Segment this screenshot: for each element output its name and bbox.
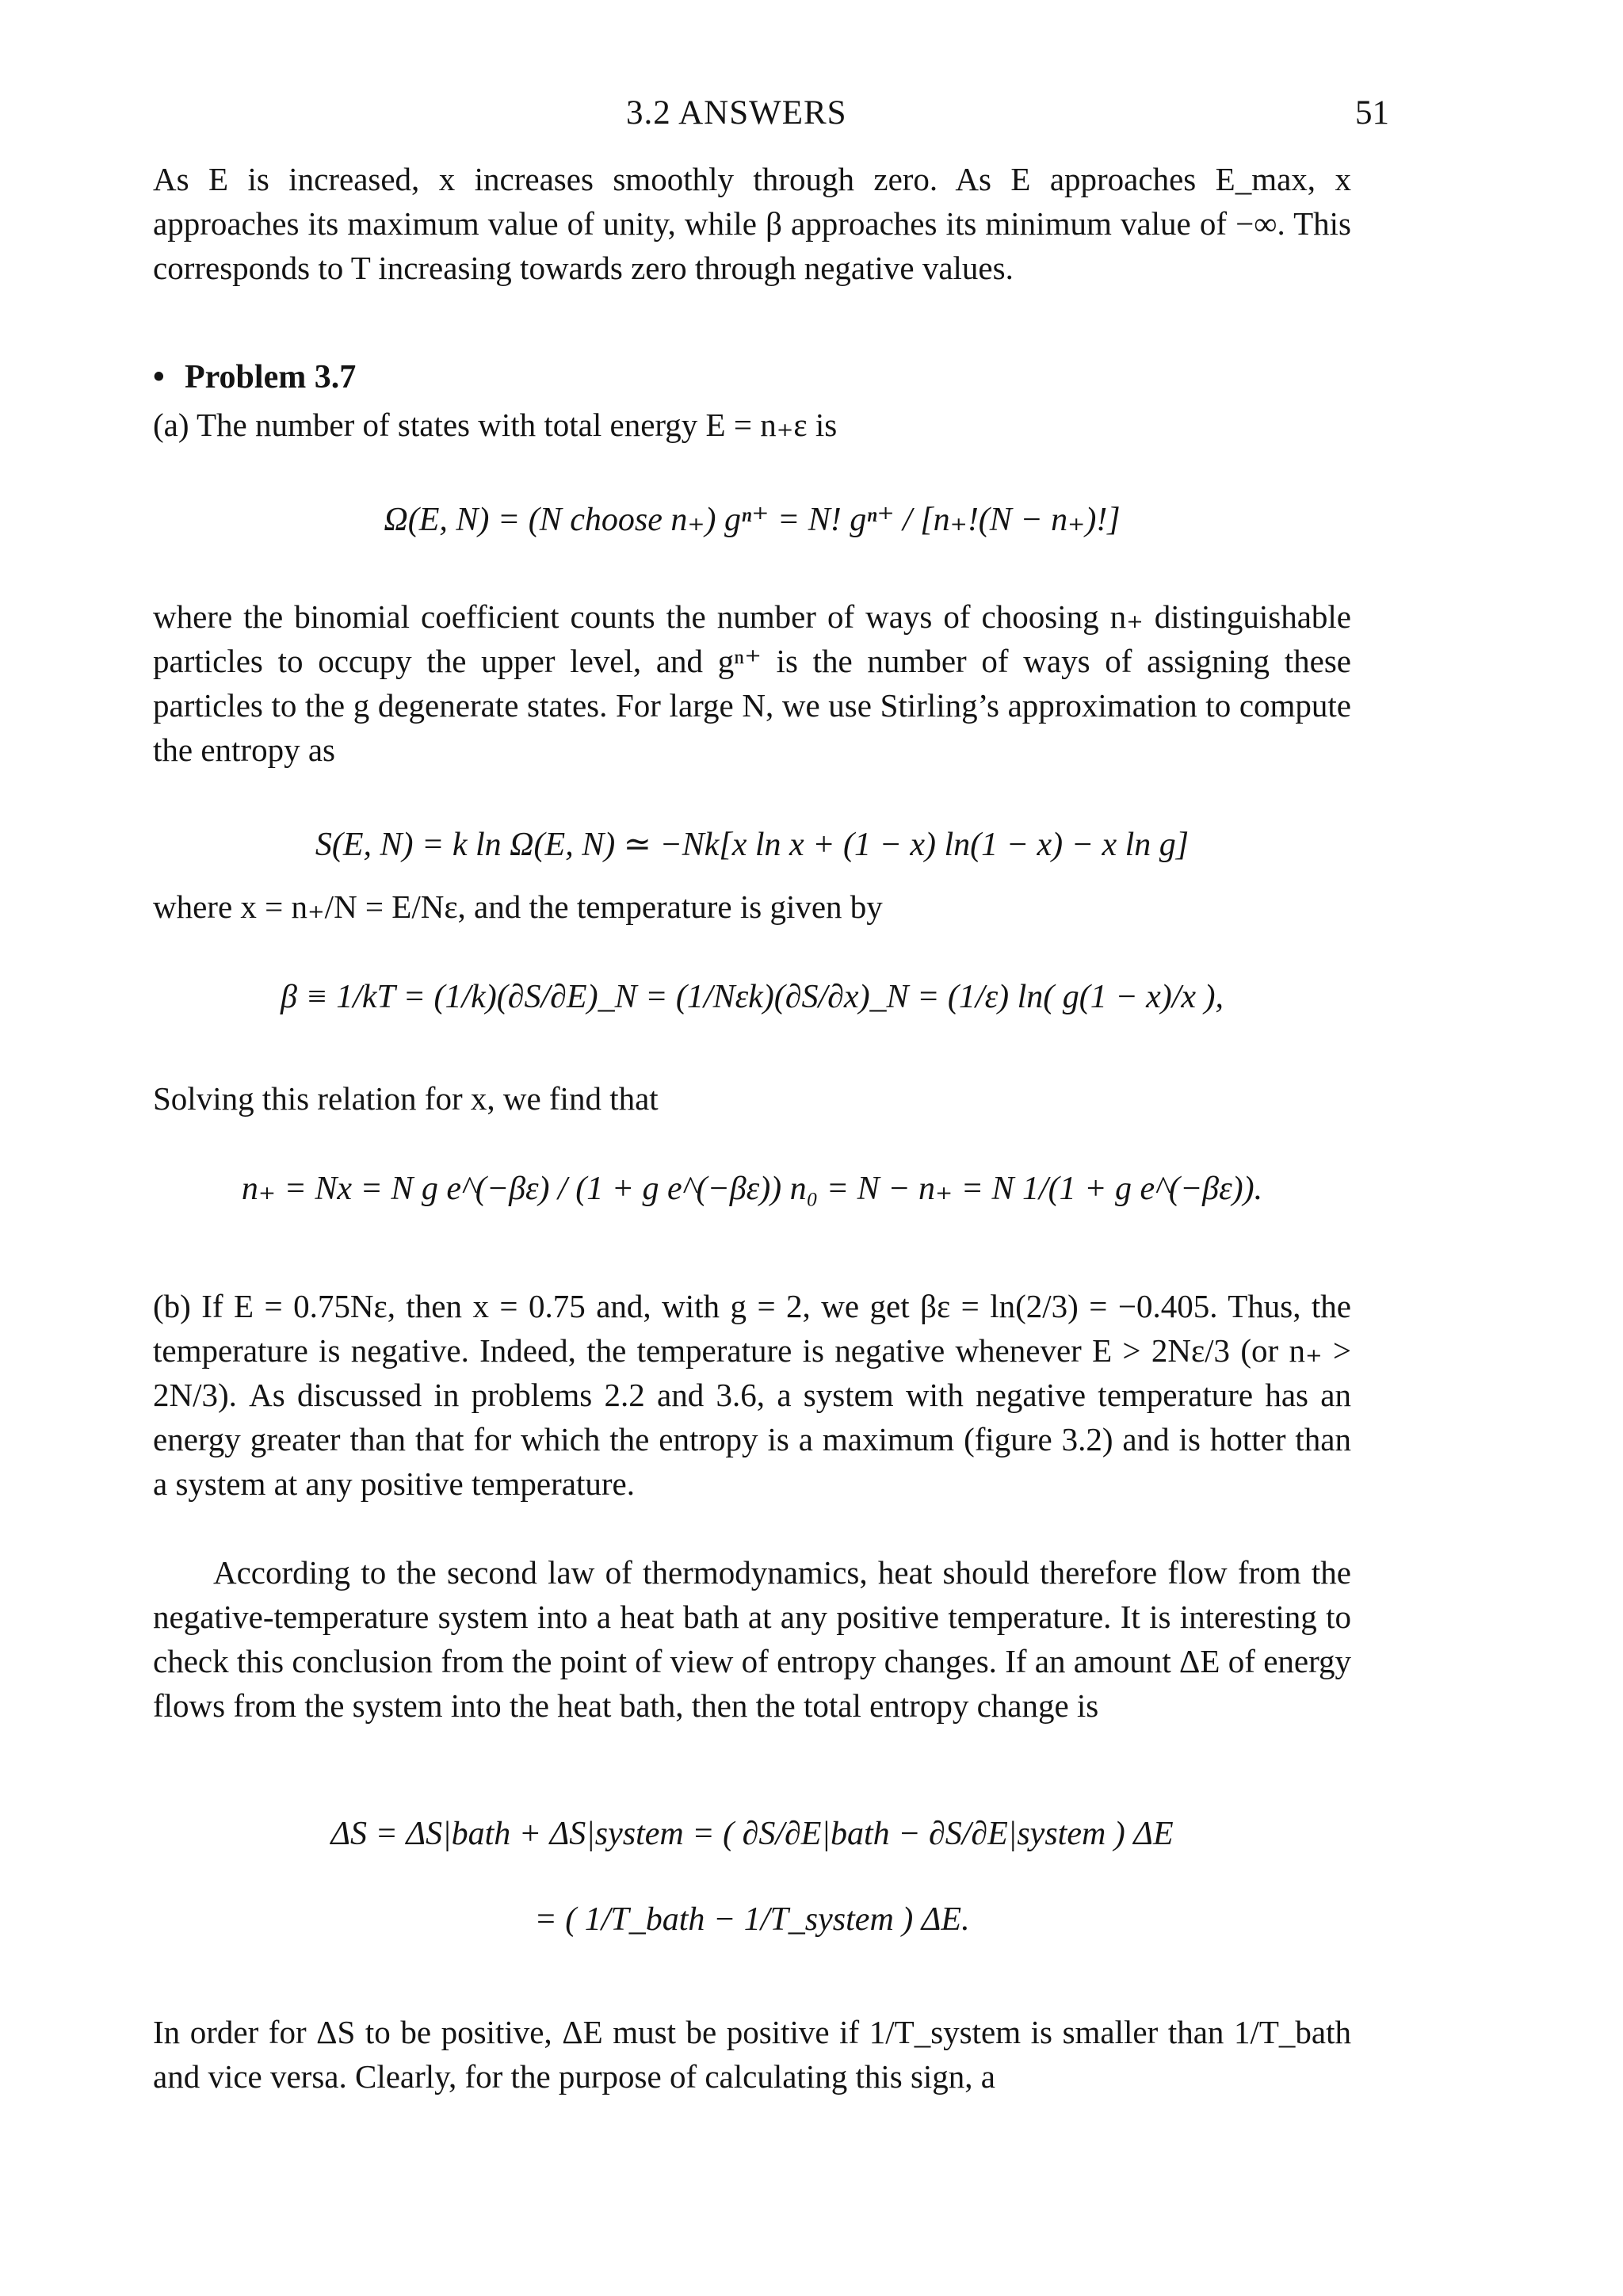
paragraph-where-x: where x = n₊/N = E/Nε, and the temperature is given by [153, 888, 883, 925]
equation-delta-s-line1: ΔS = ΔS|bath + ΔS|system = ( ∂S/∂E|bath − ∂S/∂E|system ) ΔE [330, 1816, 1174, 1852]
paragraph-part-a: (a) The number of states with total energy E = n₊ε is [153, 407, 838, 443]
page-number: 51 [1355, 94, 1389, 132]
page-header [0, 94, 1623, 141]
equation-delta-s-line2: = ( 1/T_bath − 1/T_system ) ΔE. [534, 1901, 970, 1938]
equation-entropy: S(E, N) = k ln Ω(E, N) ≃ −Nk[x ln x + (1 − x) ln(1 − x) − x ln g] [315, 827, 1190, 863]
paragraph-second-law: According to the second law of thermodynamics, heat should therefore flow from the negative-temperature system into a heat bath at any positive temperature. It is interesting to check this conclusion from the point of view of entropy changes. If an amount ΔE of energy flows from the system into the heat bath, then the total entropy change is [153, 1554, 1351, 1724]
running-head: 3.2 ANSWERS [626, 94, 847, 132]
paragraph-intro: As E is increased, x increases smoothly through zero. As E approaches E_max, x approaches its maximum value of unity, while β approaches its minimum value of −∞. This corresponds to T increasing towards zero through negative values. [153, 161, 1351, 286]
problem-heading [153, 358, 356, 396]
paragraph-binomial: where the binomial coefficient counts the number of ways of choosing n₊ distinguishable particles to occupy the upper level, and gⁿ⁺ is the number of ways of assigning these particles to the g degenerate states. For large N, we use Stirling’s approximation to compute the entropy as [153, 598, 1351, 768]
equation-populations: n₊ = Nx = N g e^(−βε) / (1 + g e^(−βε)) n₀ = N − n₊ = N 1/(1 + g e^(−βε)). [241, 1171, 1263, 1207]
equation-beta: β ≡ 1/kT = (1/k)(∂S/∂E)_N = (1/Nεk)(∂S/∂x)_N = (1/ε) ln( g(1 − x)/x ), [280, 979, 1224, 1015]
problem-title: Problem 3.7 [185, 359, 357, 395]
equation-omega: Ω(E, N) = (N choose n₊) gⁿ⁺ = N! gⁿ⁺ / [n₊!(N − n₊)!] [384, 502, 1121, 538]
paragraph-part-b: (b) If E = 0.75Nε, then x = 0.75 and, with g = 2, we get βε = ln(2/3) = −0.405. Thus, the temperature is negative. Indeed, the temperature is negative whenever E > 2Nε/3 (or n₊ > 2N/3). As discussed in problems 2.2 and 3.6, a system with negative temperature has an energy greater than that for which the entropy is a maximum (figure 3.2) and is hotter than a system at any positive temperature. [153, 1288, 1351, 1502]
paragraph-solving: Solving this relation for x, we find that [153, 1080, 659, 1117]
bullet-icon: • [153, 359, 165, 395]
paragraph-final: In order for ΔS to be positive, ΔE must be positive if 1/T_system is smaller than 1/T_bath and vice versa. Clearly, for the purpose of calculating this sign, a [153, 2014, 1351, 2095]
